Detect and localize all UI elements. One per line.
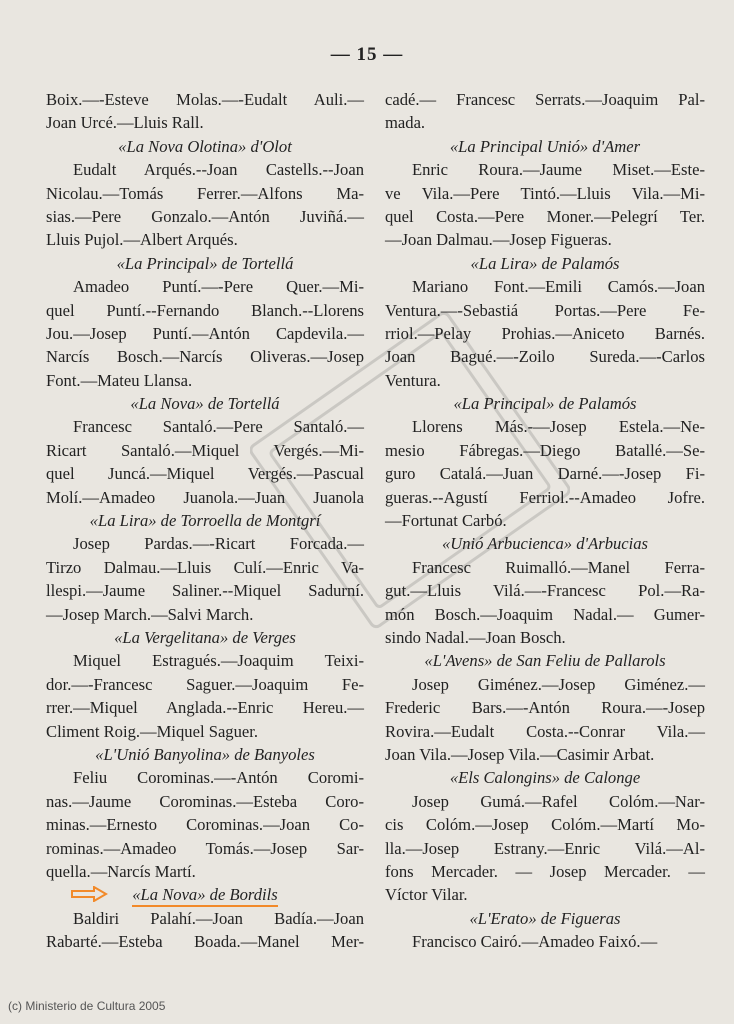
member-line: rrer.—Miquel Anglada.--Enric Hereu.—: [46, 698, 364, 718]
member-line: Miquel Estragués.—Joaquim Teixi-: [73, 651, 364, 671]
society-heading: «Els Calongins» de Calonge: [449, 768, 641, 788]
member-line: lla.—Josep Estrany.—Enric Vilá.—Al-: [385, 838, 705, 858]
member-line: Joan Urcé.—Lluis Rall.: [46, 113, 204, 133]
member-line: —Joan Dalmau.—Josep Figueras.: [385, 230, 612, 250]
member-line: quel Juncá.—Miquel Vergés.—Pascual: [46, 464, 364, 484]
member-line: Eudalt Arqués.--Joan Castells.--Joan: [73, 160, 364, 180]
member-line: Mariano Font.—Emili Camós.—Joan: [412, 277, 705, 297]
member-line: quel Puntí.--Fernando Blanch.--Llorens: [46, 300, 364, 320]
member-line: Narcís Bosch.—Narcís Oliveras.—Josep: [46, 347, 364, 367]
member-line: Rovira.—Eudalt Costa.--Conrar Vila.—: [385, 721, 705, 741]
member-line: sindo Nadal.—Joan Bosch.: [385, 627, 566, 647]
member-line: —Fortunat Carbó.: [385, 511, 507, 531]
copyright-footer: (c) Ministerio de Cultura 2005: [8, 999, 166, 1013]
member-line: Josep Gumá.—Rafel Colóm.—Nar-: [412, 791, 705, 811]
society-heading: «La Lira» de Torroella de Montgrí: [89, 511, 321, 531]
member-line: cis Colóm.—Josep Colóm.—Martí Mo-: [385, 815, 705, 835]
member-line: Jou.—Josep Puntí.—Antón Capdevila.—: [46, 323, 364, 343]
highlight-arrow-icon: [70, 886, 108, 902]
society-heading: «La Nova Olotina» d'Olot: [118, 136, 292, 156]
highlighted-society-heading: [46, 883, 364, 906]
member-line: mesio Fábregas.—Diego Batallé.—Se-: [385, 440, 705, 460]
member-line: Tirzo Dalmau.—Lluis Culí.—Enric Va-: [46, 557, 364, 577]
member-line: rominas.—Amadeo Tomás.—Josep Sar-: [46, 838, 364, 858]
member-line: Víctor Vilar.: [385, 885, 468, 905]
member-line: Rabarté.—Esteba Boada.—Manel Mer-: [46, 932, 364, 952]
member-line: Joan Bagué.—-Zoilo Sureda.—-Carlos: [385, 347, 705, 367]
member-line: Ventura.: [385, 370, 441, 390]
member-line: món Bosch.—Joaquim Nadal.— Gumer-: [385, 604, 705, 624]
member-line: Francisco Cairó.—Amadeo Faixó.—: [412, 932, 658, 952]
member-line: Francesc Ruimalló.—Manel Ferra-: [412, 557, 705, 577]
member-line: Josep Giménez.—Josep Giménez.—: [412, 674, 705, 694]
member-line: Frederic Bars.—-Antón Roura.—-Josep: [385, 698, 705, 718]
society-heading: «Unió Arbucienca» d'Arbucias: [441, 534, 649, 554]
member-line: rriol.—Pelay Prohias.—Aniceto Barnés.: [385, 323, 705, 343]
society-heading: «La Nova» de Tortellá: [130, 394, 280, 414]
member-line: Amadeo Puntí.—-Pere Quer.—Mi-: [73, 277, 364, 297]
member-line: Lluis Pujol.—Albert Arqués.: [46, 230, 238, 250]
member-line: ve Vila.—Pere Tintó.—Lluis Vila.—Mi-: [385, 183, 705, 203]
member-line: fons Mercader. — Josep Mercader. —: [385, 861, 705, 881]
society-heading-text: «La Nova» de Bordils: [132, 885, 278, 907]
member-line: cadé.— Francesc Serrats.—Joaquim Pal-: [385, 90, 705, 109]
member-line: dor.—-Francesc Saguer.—Joaquim Fe-: [46, 674, 364, 694]
society-heading: «La Principal» de Tortellá: [116, 253, 294, 273]
page-number: — 15 —: [330, 44, 404, 65]
member-line: Ricart Santaló.—Miquel Vergés.—Mi-: [46, 440, 364, 460]
member-line: Enric Roura.—Jaume Miset.—Este-: [412, 160, 705, 180]
member-line: Nicolau.—Tomás Ferrer.—Alfons Ma-: [46, 183, 364, 203]
member-line: Font.—Mateu Llansa.: [46, 370, 193, 390]
member-line: Climent Roig.—Miquel Saguer.: [46, 721, 259, 741]
member-line: Ventura.—-Sebastiá Portas.—Pere Fe-: [385, 300, 705, 320]
member-line: sias.—Pere Gonzalo.—Antón Juviñá.—: [46, 206, 364, 226]
member-line: Baldiri Palahí.—Joan Badía.—Joan: [73, 908, 364, 928]
member-line: Llorens Más.-—Josep Estela.—Ne-: [412, 417, 705, 437]
member-line: Molí.—Amadeo Juanola.—Juan Juanola: [46, 487, 364, 507]
left-column: [46, 88, 364, 953]
member-line: Feliu Corominas.—-Antón Coromi-: [73, 768, 364, 788]
society-heading: «La Lira» de Palamós: [470, 253, 620, 273]
member-line: Boix.—-Esteve Molas.—-Eudalt Auli.—: [46, 90, 364, 109]
member-line: gut.—Lluis Vilá.—-Francesc Pol.—Ra-: [385, 581, 705, 601]
member-line: quella.—Narcís Martí.: [46, 861, 196, 881]
member-line: Joan Vila.—Josep Vila.—Casimir Arbat.: [385, 744, 655, 764]
member-line: guro Catalá.—Juan Darné.—-Josep Fi-: [385, 464, 705, 484]
member-line: Josep Pardas.—-Ricart Forcada.—: [73, 534, 364, 554]
right-column: [385, 88, 705, 953]
member-line: quel Costa.—Pere Moner.—Pelegrí Ter.: [385, 206, 705, 226]
society-heading: «L'Erato» de Figueras: [469, 908, 621, 928]
member-line: Francesc Santaló.—Pere Santaló.—: [73, 417, 364, 437]
member-line: nas.—Jaume Corominas.—Esteba Coro-: [46, 791, 364, 811]
member-line: llespi.—Jaume Saliner.--Miquel Sadurní.: [46, 581, 364, 601]
society-heading: «La Principal Unió» d'Amer: [449, 136, 641, 156]
society-heading: «La Principal» de Palamós: [453, 394, 637, 414]
member-line: gueras.--Agustí Ferriol.--Amadeo Jofre.: [385, 487, 705, 507]
society-heading: «L'Unió Banyolina» de Banyoles: [95, 744, 315, 764]
society-heading: «La Vergelitana» de Verges: [114, 627, 296, 647]
member-line: mada.: [385, 113, 426, 133]
society-heading: «L'Avens» de San Feliu de Pallarols: [424, 651, 666, 671]
member-line: minas.—Ernesto Corominas.—Joan Co-: [46, 815, 364, 835]
member-line: —Josep March.—Salvi March.: [46, 604, 254, 624]
